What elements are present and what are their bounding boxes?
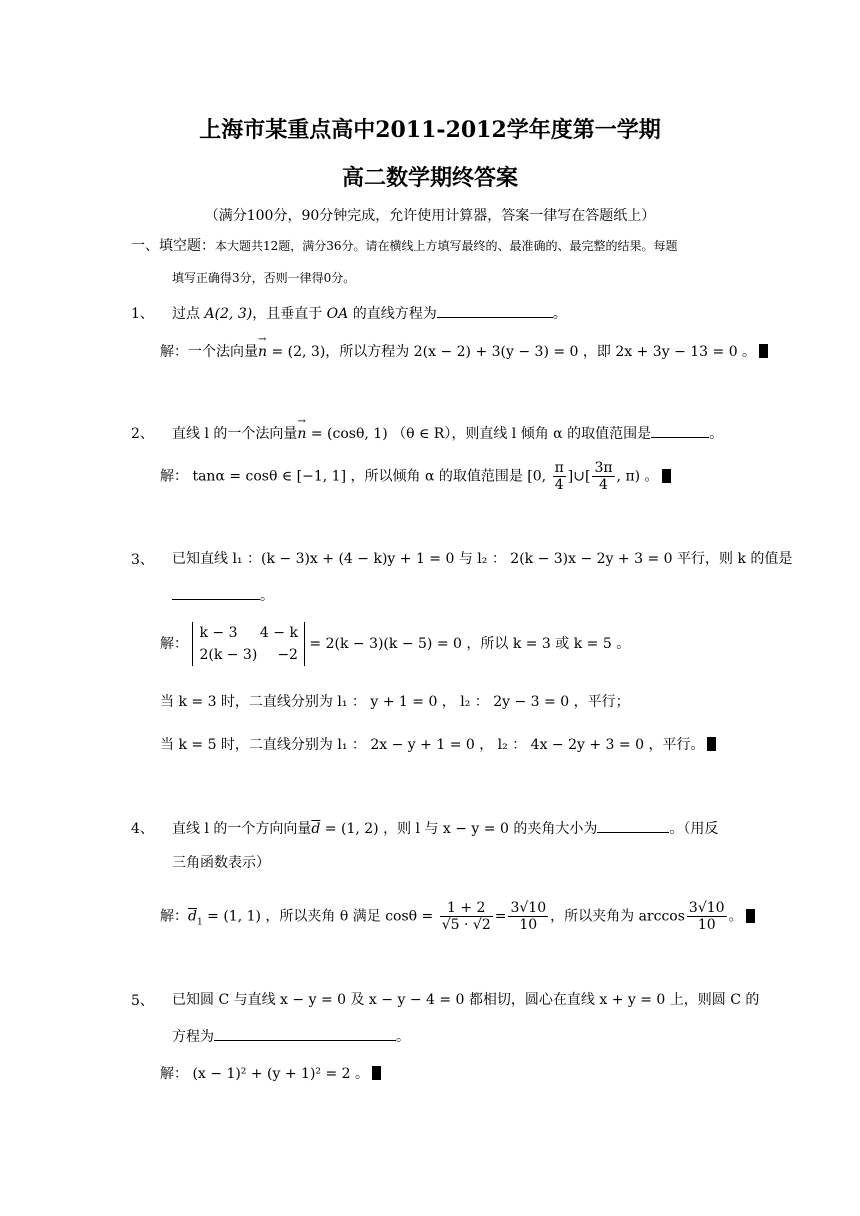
q4-number: 4、	[131, 821, 154, 837]
q3-text: 已知直线 l₁ ：(k − 3)x + (4 − k)y + 1 = 0 与 l₂ ： 2(k − 3)x − 2y + 3 = 0 平行，则 k 的值是	[172, 551, 793, 567]
determinant: k − 3 4 − k 2(k − 3) −2	[192, 622, 305, 666]
end-mark-icon	[759, 344, 768, 358]
end-mark-icon	[746, 909, 755, 923]
q2-number: 2、	[131, 426, 154, 442]
q3-number: 3、	[131, 552, 154, 568]
q4-text-cont: 三角函数表示）	[172, 855, 270, 871]
section-desc: 填写正确得3分，否则一律得0分。	[172, 271, 356, 285]
q5-number: 5、	[131, 993, 154, 1009]
q1-text: 过点 A(2, 3)，且垂直于 OA 的直线方程为 。	[172, 303, 567, 324]
document-title: 上海市某重点高中2011-2012学年度第一学期	[199, 117, 661, 143]
end-mark-icon	[707, 737, 716, 751]
q4-text: 直线 l 的一个方向向量$\overline{d} = (1$, 2) ，则 l 与 x − y = 0 的夹角大小为 。（用反	[172, 818, 718, 839]
q5-solution: 解： (x − 1)² + (y + 1)² = 2 。	[160, 1064, 381, 1084]
q2-solution: 解： tanα = cosθ ∈ [−1, 1] ，所以倾角 α 的取值范围是 [0, $\frac{\pi}{4}$ ]∪[ $\frac{3\pi}{4}$ , π) 。	[160, 460, 671, 493]
q5-text: 已知圆 C 与直线 x − y = 0 及 x − y − 4 = 0 都相切，圆心在直线 x + y = 0 上，则圆 C 的	[172, 992, 760, 1008]
q3-case1: 当 k = 3 时，二直线分别为 l₁ ： y + 1 = 0 ， l₂ ： 2y − 3 = 0 ，平行；	[160, 694, 630, 710]
document-subtitle: 高二数学期终答案	[341, 165, 518, 191]
q3-blank-line: 。	[172, 585, 274, 606]
q5-text-cont: 方程为 。	[172, 1026, 410, 1047]
q3-solution: 解： k − 3 4 − k 2(k − 3) −2 = 2(k − 3)(k − 5) = 0 ，所以 k = 3 或 k = 5 。	[160, 622, 630, 666]
section-heading: 一、填空题：本大题共12题，满分36分。请在横线上方填写最终的、最准确的、最完整的结果。每题	[131, 238, 678, 254]
answer-blank	[214, 1026, 396, 1041]
answer-blank	[172, 585, 260, 600]
exam-note: （满分100分，90分钟完成，允许使用计算器，答案一律写在答题纸上）	[204, 208, 656, 224]
end-mark-icon	[662, 469, 671, 483]
answer-blank	[651, 423, 709, 438]
q1-solution: 解：一个法向量→ n = (2, 3)，所以方程为 2(x − 2) + 3(y − 3) = 0 ，即 2x + 3y − 13 = 0 。	[160, 342, 768, 362]
q2-text: 直线 l 的一个法向量→ n = (cosθ, 1) （θ ∈ R），则直线 l 倾角 α 的取值范围是 。	[172, 423, 723, 444]
answer-blank	[597, 818, 669, 833]
q4-solution: 解：$\overline{d}_1 = (1$, 1) ，所以夹角 θ 满足 cosθ = $\frac{1 + 2}{√5 \cdot √2}$ = $\frac{3√10}{10}$ ，所以夹角为 arccos $\frac{3√10}{10}$ 。	[160, 900, 755, 933]
answer-blank	[437, 303, 553, 318]
q1-number: 1、	[131, 306, 154, 322]
end-mark-icon	[372, 1066, 381, 1080]
q3-case2: 当 k = 5 时，二直线分别为 l₁ ： 2x − y + 1 = 0 ， l₂ ： 4x − 2y + 3 = 0 ，平行。	[160, 735, 716, 755]
